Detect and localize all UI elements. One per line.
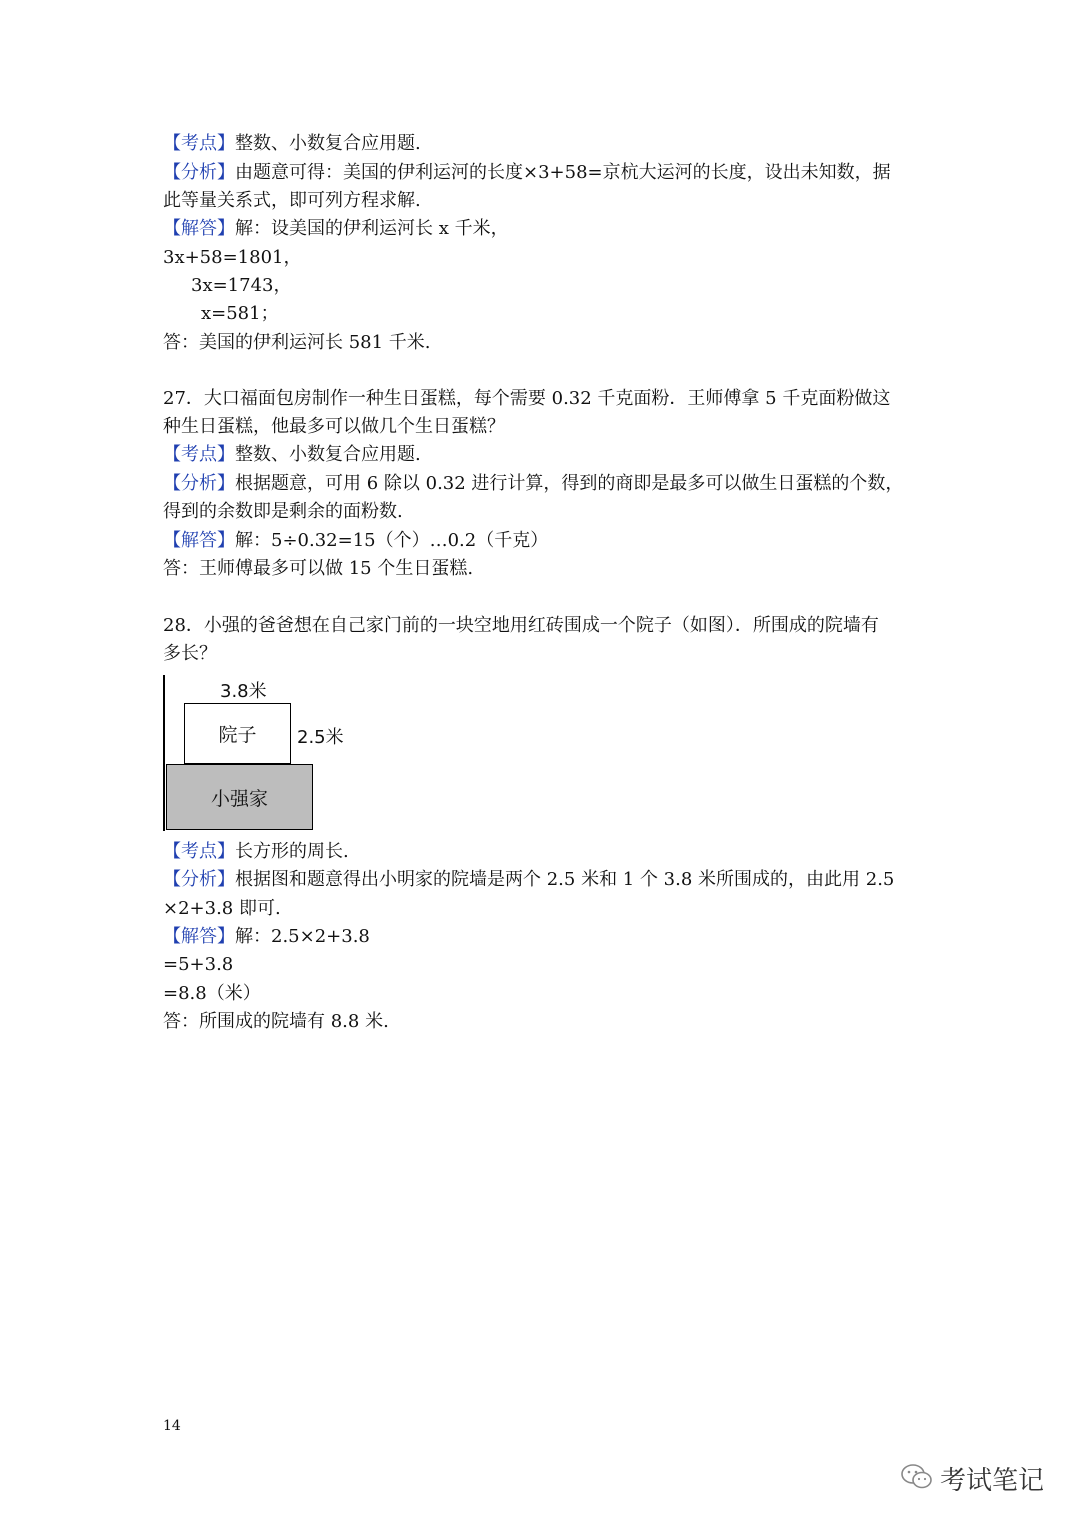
equation-line [163, 244, 301, 272]
line-text: 由题意可得：美国的伊利运河的长度×3+58=京杭大运河的长度，设出未知数，据 [235, 162, 891, 183]
line-text: 3x=1743， [191, 275, 292, 296]
text-line [163, 498, 403, 526]
line-text: 整数、小数复合应用题. [235, 444, 421, 465]
line-text: x=581； [201, 303, 279, 324]
answer-line [163, 1008, 389, 1036]
text-line [163, 895, 281, 923]
watermark [900, 1460, 1044, 1497]
line-text: 根据图和题意得出小明家的院墙是两个 2.5 米和 1 个 3.8 米所围成的，由此用 2.5 [235, 869, 895, 890]
line-text: 解：设美国的伊利运河长 x 千米， [235, 218, 509, 239]
kaodian-tag: 【考点】 [163, 444, 235, 465]
line-text: 答：王师傅最多可以做 15 个生日蛋糕. [163, 558, 474, 579]
yard-box [184, 703, 291, 764]
line-text: =8.8（米） [163, 983, 261, 1004]
question-27-line-1 [163, 385, 890, 413]
house-box [166, 764, 313, 830]
line-text: 28．小强的爸爸想在自己家门前的一块空地用红砖围成一个院子（如图）．所围成的院墙有 [163, 615, 879, 636]
equation-line [201, 300, 279, 328]
height-label: 2.5米 [297, 727, 344, 748]
jieda-line-1 [163, 215, 509, 243]
line-text: 答：美国的伊利运河长 581 千米. [163, 332, 431, 353]
text-line [163, 187, 421, 215]
answer-line [163, 555, 473, 583]
kaodian-line-3 [163, 838, 349, 866]
line-text: 多长？ [163, 643, 217, 664]
line-text: 解：5÷0.32=15（个）…0.2（千克） [235, 530, 549, 551]
watermark-text: 考试笔记 [940, 1466, 1045, 1496]
line-text: 整数、小数复合应用题. [235, 133, 421, 154]
kaodian-tag: 【考点】 [163, 133, 235, 154]
question-28-line-1 [163, 612, 879, 640]
question-27-line-2 [163, 413, 505, 441]
line-text: 得到的余数即是剩余的面粉数. [163, 501, 403, 522]
line-text: =5+3.8 [163, 954, 234, 975]
equation-line [191, 272, 292, 300]
yard-label: 院子 [218, 724, 257, 746]
fenxi-line-3 [163, 866, 894, 894]
kaodian-tag: 【考点】 [163, 841, 235, 862]
page-number: 14 [163, 1418, 181, 1434]
answer-line [163, 329, 431, 357]
kaodian-line-1 [163, 130, 421, 158]
fenxi-tag: 【分析】 [163, 473, 235, 494]
line-text: 答：所围成的院墙有 8.8 米. [163, 1011, 389, 1032]
line-text: ×2+3.8 即可. [163, 898, 281, 919]
yard-diagram [160, 673, 360, 833]
jieda-tag: 【解答】 [163, 926, 235, 947]
wall-line [163, 675, 165, 831]
line-text: 此等量关系式，即可列方程求解. [163, 190, 421, 211]
line-text: 根据题意，可用 6 除以 0.32 进行计算，得到的商即是最多可以做生日蛋糕的个数， [235, 473, 904, 494]
kaodian-line-2 [163, 441, 421, 469]
jieda-tag: 【解答】 [163, 530, 235, 551]
fenxi-tag: 【分析】 [163, 869, 235, 890]
fenxi-line-2 [163, 470, 903, 498]
jieda-line-3 [163, 923, 370, 951]
fenxi-tag: 【分析】 [163, 162, 235, 183]
wechat-icon [900, 1463, 934, 1495]
jieda-line-2 [163, 527, 548, 555]
house-label: 小强家 [210, 787, 268, 810]
width-label: 3.8米 [220, 681, 267, 702]
fenxi-line-1 [163, 159, 891, 187]
line-text: 种生日蛋糕，他最多可以做几个生日蛋糕？ [163, 416, 505, 437]
equation-line [163, 980, 261, 1008]
question-28-line-2 [163, 640, 217, 668]
equation-line [163, 951, 233, 979]
line-text: 27．大口福面包房制作一种生日蛋糕，每个需要 0.32 千克面粉．王师傅拿 5 千克面粉做这 [163, 388, 891, 409]
jieda-tag: 【解答】 [163, 218, 235, 239]
line-text: 长方形的周长. [235, 841, 349, 862]
line-text: 3x+58=1801， [163, 247, 302, 268]
line-text: 解：2.5×2+3.8 [235, 926, 370, 947]
